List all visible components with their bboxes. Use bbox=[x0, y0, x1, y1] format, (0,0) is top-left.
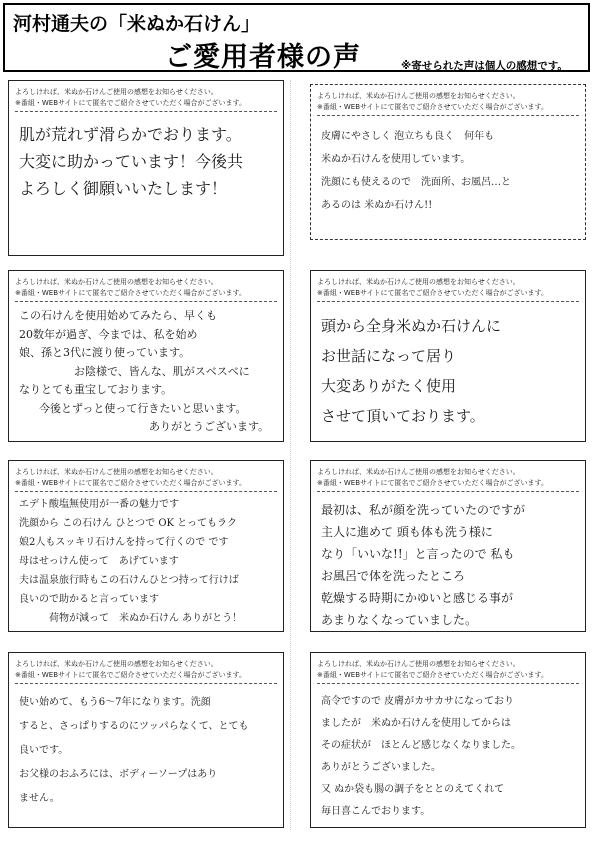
testimonial-line: お父様のおふろには、ボディーソープはあり bbox=[19, 769, 218, 780]
testimonial-line: 頭から全身米ぬか石けんに bbox=[321, 317, 502, 335]
card-divider bbox=[317, 491, 579, 492]
card-divider bbox=[15, 683, 277, 684]
card-divider bbox=[15, 301, 277, 302]
card-header bbox=[15, 659, 277, 681]
card-header-line-2: ※番組・WEBサイトにて匿名でご紹介させていただく場合がございます。 bbox=[317, 103, 548, 111]
testimonial-line: 20数年が過ぎ、今までは、私を始め bbox=[19, 327, 198, 341]
testimonial-card-1 bbox=[8, 80, 284, 256]
testimonial-line: その症状が ほとんど感じなくなりました。 bbox=[321, 740, 521, 751]
testimonial-line: あまりなくなっていました。 bbox=[321, 613, 478, 627]
testimonial-line: ましたが 米ぬか石けんを使用してからは bbox=[321, 718, 511, 729]
testimonial-line: ません。 bbox=[19, 793, 60, 804]
testimonial-line: 皮膚にやさしく 泡立ちも良く 何年も bbox=[321, 131, 495, 142]
card-divider bbox=[317, 301, 579, 302]
card-header bbox=[317, 91, 579, 113]
card-header-line-1: よろしければ、米ぬか石けんご使用の感想をお知らせください。 bbox=[317, 278, 520, 286]
testimonial-line: 洗顔から この石けん ひとつで OK とってもラク bbox=[19, 518, 237, 529]
testimonial-line: お風呂で体を洗ったところ bbox=[321, 569, 466, 583]
testimonial-line: すると、さっぱりするのにツッパらなくて、とても bbox=[19, 721, 249, 732]
testimonial-card-6 bbox=[310, 460, 586, 632]
testimonial-line: 使い始めて、もう6～7年になります。洗顔 bbox=[19, 697, 211, 708]
testimonial-line: ありがとうございました。 bbox=[321, 762, 441, 773]
card-header-line-2: ※番組・WEBサイトにて匿名でご紹介させていただく場合がございます。 bbox=[317, 671, 548, 679]
testimonial-line: 娘2人もスッキリ石けんを持って行くので です bbox=[19, 537, 229, 548]
card-divider bbox=[15, 111, 277, 112]
card-header-line-1: よろしければ、米ぬか石けんご使用の感想をお知らせください。 bbox=[15, 278, 218, 286]
testimonial-text bbox=[19, 691, 277, 811]
brand-title: 河村通夫の「米ぬか石けん」 bbox=[13, 13, 261, 35]
card-divider bbox=[15, 491, 277, 492]
page-header bbox=[3, 3, 590, 72]
testimonial-line: 又 ぬか袋も腸の調子をととのえてくれて bbox=[321, 784, 505, 795]
card-header-line-2: ※番組・WEBサイトにて匿名でご紹介させていただく場合がございます。 bbox=[317, 289, 548, 297]
testimonial-line: エデト酸塩無使用が一番の魅力です bbox=[19, 499, 179, 510]
card-header-line-2: ※番組・WEBサイトにて匿名でご紹介させていただく場合がございます。 bbox=[15, 479, 246, 487]
card-header bbox=[317, 277, 579, 299]
card-header-line-2: ※番組・WEBサイトにて匿名でご紹介させていただく場合がございます。 bbox=[15, 289, 246, 297]
testimonial-text bbox=[19, 495, 277, 628]
testimonial-text bbox=[321, 499, 579, 631]
card-divider bbox=[317, 683, 579, 684]
testimonial-text bbox=[321, 125, 579, 217]
card-header-line-2: ※番組・WEBサイトにて匿名でご紹介させていただく場合がございます。 bbox=[15, 99, 246, 107]
column-gutter bbox=[290, 80, 291, 830]
testimonial-line: 主人に進めて 頭も体も洗う様に bbox=[321, 525, 493, 539]
testimonial-line: 洗顔にも使えるので 洗面所、お風呂…と bbox=[321, 177, 511, 188]
testimonial-line: 今後とずっと使って行きたいと思います。 bbox=[39, 401, 247, 415]
testimonial-card-7 bbox=[8, 652, 284, 828]
card-header bbox=[317, 659, 579, 681]
testimonial-text bbox=[19, 307, 277, 437]
testimonial-line: お世話になって居り bbox=[321, 347, 457, 365]
testimonial-line: 良いです。 bbox=[19, 745, 69, 756]
card-header-line-1: よろしければ、米ぬか石けんご使用の感想をお知らせください。 bbox=[317, 660, 520, 668]
testimonial-line: なり「いいな!!」と言ったので 私も bbox=[321, 547, 515, 561]
card-header bbox=[15, 87, 277, 109]
testimonial-text bbox=[321, 691, 579, 823]
testimonial-line: 荷物が減って 米ぬか石けん ありがとう！ bbox=[49, 613, 243, 624]
card-header-line-1: よろしければ、米ぬか石けんご使用の感想をお知らせください。 bbox=[15, 660, 218, 668]
card-header-line-2: ※番組・WEBサイトにて匿名でご紹介させていただく場合がございます。 bbox=[317, 479, 548, 487]
testimonial-line: よろしく御願いいたします！ bbox=[19, 179, 228, 198]
testimonial-card-8 bbox=[310, 652, 586, 828]
testimonial-line: 乾燥する時期にかゆいと感じる事が bbox=[321, 591, 514, 605]
testimonial-line: 肌が荒れず滑らかでおります。 bbox=[19, 125, 242, 144]
testimonial-line: 大変に助かっています！今後共 bbox=[19, 152, 244, 171]
testimonial-card-4 bbox=[310, 270, 586, 442]
card-header-line-1: よろしければ、米ぬか石けんご使用の感想をお知らせください。 bbox=[317, 92, 520, 100]
card-header-line-1: よろしければ、米ぬか石けんご使用の感想をお知らせください。 bbox=[15, 88, 218, 96]
testimonial-line: ありがとうございます。 bbox=[149, 420, 270, 433]
testimonial-line: 夫は温泉旅行時もこの石けんひとつ持って行けば bbox=[19, 575, 239, 586]
testimonial-card-3 bbox=[8, 270, 284, 442]
card-header-line-2: ※番組・WEBサイトにて匿名でご紹介させていただく場合がございます。 bbox=[15, 671, 246, 679]
testimonial-line: お陰様で、皆んな、肌がスベスベに bbox=[74, 364, 250, 378]
card-header-line-1: よろしければ、米ぬか石けんご使用の感想をお知らせください。 bbox=[317, 468, 520, 476]
testimonial-line: 娘、孫と3代に渡り使っています。 bbox=[19, 346, 191, 359]
testimonial-text bbox=[321, 311, 579, 431]
page-title: ご愛用者様の声 bbox=[165, 42, 361, 73]
card-header bbox=[15, 277, 277, 299]
card-header-line-1: よろしければ、米ぬか石けんご使用の感想をお知らせください。 bbox=[15, 468, 218, 476]
card-header bbox=[317, 467, 579, 489]
testimonial-text bbox=[19, 121, 277, 202]
testimonial-line: させて頂いております。 bbox=[321, 407, 485, 425]
testimonial-line: 良いので助かると言っています bbox=[19, 594, 159, 605]
testimonial-line: 母はせっけん使って あげています bbox=[19, 556, 179, 567]
testimonial-card-2 bbox=[310, 84, 586, 240]
testimonial-line: 大変ありがたく使用 bbox=[321, 377, 457, 395]
testimonial-line: 毎日喜こんでおります。 bbox=[321, 806, 431, 817]
testimonial-line: なりとても重宝しております。 bbox=[19, 383, 173, 396]
testimonial-line: あるのは 米ぬか石けん!! bbox=[321, 200, 433, 211]
testimonial-card-5 bbox=[8, 460, 284, 632]
testimonial-line: 最初は、私が顔を洗っていたのですが bbox=[321, 503, 526, 517]
testimonial-line: この石けんを使用始めてみたら、早くも bbox=[19, 309, 217, 322]
testimonial-line: 高令ですので 皮膚がカサカサになっており bbox=[321, 696, 514, 707]
disclaimer-note: ※寄せられた声は個人の感想です。 bbox=[401, 60, 568, 72]
card-header bbox=[15, 467, 277, 489]
card-divider bbox=[317, 115, 579, 116]
testimonial-line: 米ぬか石けんを使用しています。 bbox=[321, 154, 471, 165]
